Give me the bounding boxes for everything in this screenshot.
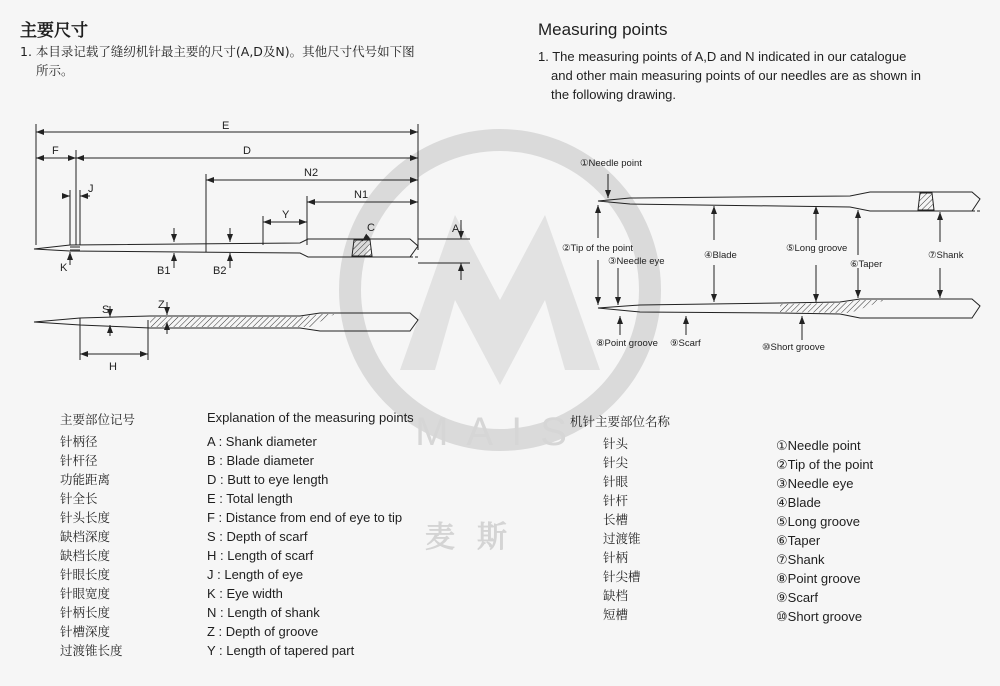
part-label-needle-point: ①Needle point bbox=[580, 158, 642, 169]
table-row: 针杆径 bbox=[60, 453, 98, 468]
part-label-needle-eye: ③Needle eye bbox=[608, 256, 665, 267]
list-item: ①Needle point bbox=[776, 438, 861, 453]
table-row: 缺档深度 bbox=[60, 529, 111, 544]
list-item: 长槽 bbox=[603, 512, 629, 527]
label-N1: N1 bbox=[354, 189, 369, 201]
part-label-point-groove: ⑧Point groove bbox=[596, 338, 658, 349]
part-label-blade: ④Blade bbox=[704, 250, 737, 261]
table-row: Z : Depth of groove bbox=[207, 624, 319, 639]
table-row: J : Length of eye bbox=[207, 567, 304, 582]
table-row: 针眼宽度 bbox=[60, 586, 111, 601]
table-row: 针槽深度 bbox=[60, 624, 111, 639]
table-row: E : Total length bbox=[207, 491, 293, 506]
label-B2: B2 bbox=[213, 265, 227, 277]
list-item: 针杆 bbox=[603, 493, 629, 508]
label-J: J bbox=[88, 183, 94, 195]
list-item: 针头 bbox=[603, 436, 629, 451]
list-item: 针尖槽 bbox=[603, 569, 641, 584]
list-item: 针眼 bbox=[603, 474, 629, 489]
table-row: B : Blade diameter bbox=[207, 453, 314, 468]
list-item: ⑩Short groove bbox=[776, 609, 863, 624]
label-F: F bbox=[52, 145, 59, 157]
list-item: ④Blade bbox=[776, 495, 821, 510]
label-K: K bbox=[60, 262, 68, 274]
table-row: 缺档长度 bbox=[60, 548, 111, 563]
table-row: A : Shank diameter bbox=[207, 434, 317, 449]
list-item: 针柄 bbox=[603, 550, 629, 565]
label-Z: Z bbox=[158, 299, 165, 311]
table-row: 针柄径 bbox=[60, 434, 98, 449]
parts-table-en-column bbox=[776, 436, 873, 626]
label-Y: Y bbox=[282, 209, 290, 221]
table-row: D : Butt to eye length bbox=[207, 472, 329, 487]
list-item: ②Tip of the point bbox=[776, 457, 874, 472]
part-label-taper: ⑥Taper bbox=[850, 259, 883, 270]
part-label-scarf: ⑨Scarf bbox=[670, 338, 701, 349]
table-row: S : Depth of scarf bbox=[207, 529, 308, 544]
label-H: H bbox=[109, 361, 117, 373]
part-label-shank: ⑦Shank bbox=[928, 250, 964, 261]
list-item: ⑦Shank bbox=[776, 552, 825, 567]
left-note-line1: 1. 本目录记载了缝纫机针最主要的尺寸(A,D及N)。其他尺寸代号如下图 bbox=[20, 44, 415, 59]
list-item: 过渡锥 bbox=[603, 531, 641, 546]
parts-diagram bbox=[540, 150, 1000, 365]
table-row: 针柄长度 bbox=[60, 605, 111, 620]
left-note-line2: 所示。 bbox=[36, 63, 74, 78]
label-E: E bbox=[222, 120, 230, 132]
list-item: ③Needle eye bbox=[776, 476, 854, 491]
watermark-brand-cn: 麦斯 bbox=[425, 520, 529, 555]
parts-table-header: 机针主要部位名称 bbox=[570, 414, 671, 429]
list-item: 短槽 bbox=[603, 607, 629, 622]
list-item: ⑧Point groove bbox=[776, 571, 861, 586]
table-row: Y : Length of tapered part bbox=[207, 643, 355, 658]
part-label-short-groove: ⑩Short groove bbox=[762, 342, 825, 353]
table-row: 针全长 bbox=[60, 491, 98, 506]
list-item: 缺档 bbox=[603, 588, 629, 603]
part-label-long-groove: ⑤Long groove bbox=[786, 243, 848, 254]
measure-table-header-en: Explanation of the measuring points bbox=[207, 410, 414, 425]
right-title: Measuring points bbox=[538, 20, 668, 39]
watermark-brand: MAIS bbox=[415, 410, 585, 454]
list-item: 针尖 bbox=[603, 455, 629, 470]
table-row: 功能距离 bbox=[60, 472, 111, 487]
list-item: ⑨Scarf bbox=[776, 590, 818, 605]
measure-table-header-cn: 主要部位记号 bbox=[60, 412, 136, 427]
right-note-line2: and other main measuring points of our needles are as shown in bbox=[551, 68, 921, 83]
dimension-diagram bbox=[0, 110, 500, 380]
table-row: N : Length of shank bbox=[207, 605, 320, 620]
list-item: ⑤Long groove bbox=[776, 514, 860, 529]
table-row: 针眼长度 bbox=[60, 567, 111, 582]
right-note-line1: 1. The measuring points of A,D and N indicated in our catalogue bbox=[538, 49, 907, 64]
table-row: H : Length of scarf bbox=[207, 548, 314, 563]
table-row: F : Distance from end of eye to tip bbox=[207, 510, 403, 525]
measure-table-en-column bbox=[207, 432, 402, 660]
right-note-line3: the following drawing. bbox=[551, 87, 677, 102]
part-label-tip: ②Tip of the point bbox=[562, 243, 634, 254]
left-title: 主要尺寸 bbox=[20, 21, 88, 41]
parts-table-cn-column bbox=[603, 434, 641, 624]
label-S: S bbox=[102, 304, 110, 316]
table-row: 针头长度 bbox=[60, 510, 111, 525]
table-row: K : Eye width bbox=[207, 586, 283, 601]
label-D: D bbox=[243, 145, 251, 157]
table-row: 过渡锥长度 bbox=[60, 643, 123, 658]
label-A: A bbox=[452, 223, 460, 235]
measure-table-cn-column bbox=[60, 432, 123, 660]
label-C: C bbox=[367, 222, 375, 234]
label-B1: B1 bbox=[157, 265, 171, 277]
label-N2: N2 bbox=[304, 167, 319, 179]
list-item: ⑥Taper bbox=[776, 533, 821, 548]
